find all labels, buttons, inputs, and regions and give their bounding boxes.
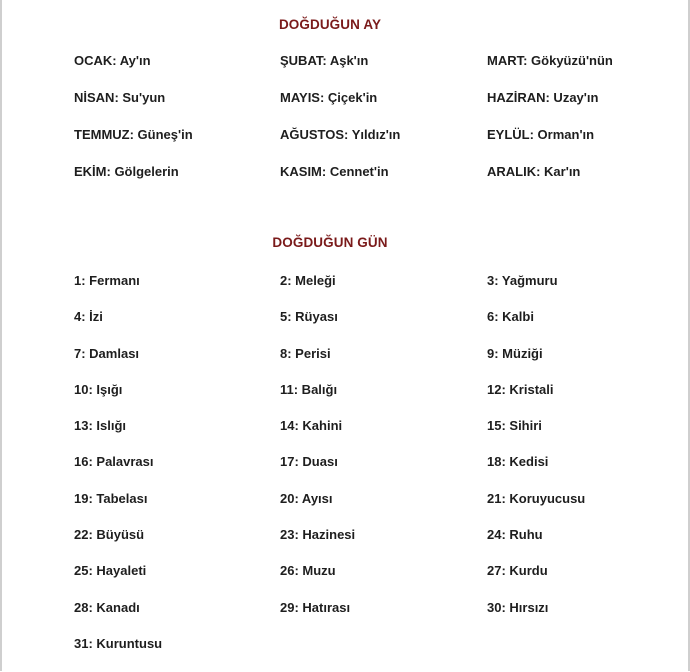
day-item: 21: Koruyucusu: [487, 490, 586, 506]
month-item: MART: Gökyüzü'nün: [487, 53, 613, 68]
day-item: 19: Tabelası: [74, 490, 148, 506]
day-item: 13: Islığı: [74, 418, 127, 434]
day-item: 5: Rüyası: [280, 309, 338, 325]
day-item: 10: Işığı: [74, 381, 123, 397]
day-item: 6: Kalbi: [487, 309, 534, 325]
day-item: 14: Kahini: [280, 418, 343, 434]
day-item: 29: Hatırası: [280, 599, 351, 615]
day-item: 3: Yağmuru: [487, 273, 558, 288]
month-item: HAZİRAN: Uzay'ın: [487, 90, 599, 105]
month-item: EKİM: Gölgelerin: [74, 164, 179, 179]
day-item: 20: Ayısı: [280, 490, 333, 506]
day-item: 4: İzi: [74, 309, 103, 325]
day-item: 7: Damlası: [74, 345, 140, 361]
day-item: 23: Hazinesi: [280, 527, 356, 543]
day-list: [74, 273, 667, 672]
month-item: AĞUSTOS: Yıldız'ın: [280, 127, 401, 142]
day-item: 31: Kuruntusu: [74, 635, 163, 651]
month-item: EYLÜL: Orman'ın: [487, 127, 595, 142]
day-item: 24: Ruhu: [487, 527, 543, 543]
month-item: NİSAN: Su'yun: [74, 90, 166, 105]
page-edge-left: [0, 0, 2, 671]
day-item: 16: Palavrası: [74, 454, 154, 470]
month-item: TEMMUZ: Güneş'in: [74, 127, 193, 142]
day-item: 17: Duası: [280, 454, 338, 470]
day-item: 8: Perisi: [280, 345, 331, 361]
day-item: 9: Müziği: [487, 345, 543, 361]
month-item: ŞUBAT: Aşk'ın: [280, 53, 369, 68]
day-item: 12: Kristali: [487, 381, 554, 397]
day-item: 25: Hayaleti: [74, 563, 147, 579]
day-item: 2: Meleği: [280, 273, 336, 288]
day-item: 30: Hırsızı: [487, 599, 549, 615]
day-item: 15: Sihiri: [487, 418, 542, 434]
day-item: 27: Kurdu: [487, 563, 548, 579]
month-item: KASIM: Cennet'in: [280, 164, 389, 179]
month-list: [74, 53, 667, 201]
month-item: ARALIK: Kar'ın: [487, 164, 581, 179]
day-item: 11: Balığı: [280, 381, 338, 397]
day-item: 1: Fermanı: [74, 273, 140, 288]
day-item: 18: Kedisi: [487, 454, 549, 470]
month-section-title: DOĞDUĞUN AY: [278, 17, 382, 32]
month-item: MAYIS: Çiçek'in: [280, 90, 378, 105]
day-section-title: DOĞDUĞUN GÜN: [272, 235, 388, 250]
day-item: 28: Kanadı: [74, 599, 140, 615]
month-item: OCAK: Ay'ın: [74, 53, 151, 68]
day-item: 26: Muzu: [280, 563, 336, 579]
day-item: 22: Büyüsü: [74, 527, 145, 543]
